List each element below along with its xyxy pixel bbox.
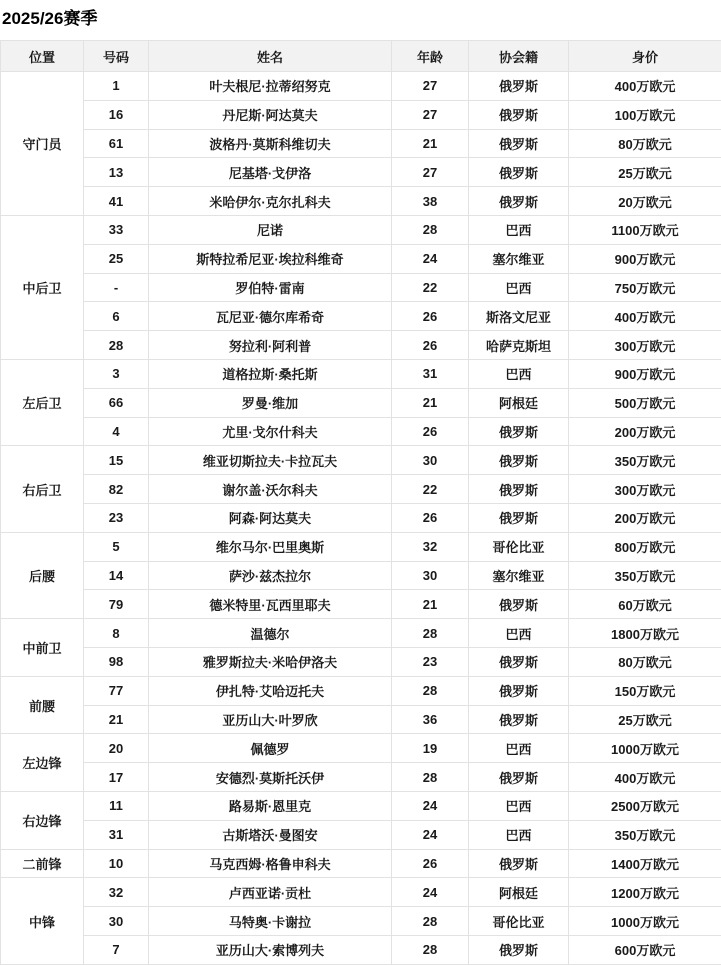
player-age-cell: 26 [392,849,469,878]
player-age-cell: 26 [392,331,469,360]
player-value-cell: 2500万欧元 [569,791,721,820]
player-row [1,388,721,417]
position-group-cell: 后腰 [1,532,84,618]
player-number-cell: 25 [84,244,149,273]
player-nationality-cell: 俄罗斯 [469,187,569,216]
column-header-name: 姓名 [149,41,392,72]
player-name-cell: 阿森·阿达莫夫 [149,503,392,532]
player-age-cell: 28 [392,676,469,705]
player-row [1,302,721,331]
player-row [1,935,721,964]
player-number-cell: 11 [84,791,149,820]
player-name-cell: 马克西姆·格鲁申科夫 [149,849,392,878]
player-row [1,820,721,849]
player-nationality-cell: 阿根廷 [469,878,569,907]
player-age-cell: 21 [392,388,469,417]
player-nationality-cell: 俄罗斯 [469,417,569,446]
player-number-cell: 20 [84,734,149,763]
player-age-cell: 26 [392,503,469,532]
player-number-cell: 28 [84,331,149,360]
player-row [1,791,721,820]
player-nationality-cell: 巴西 [469,734,569,763]
player-row [1,734,721,763]
player-value-cell: 1800万欧元 [569,619,721,648]
player-value-cell: 900万欧元 [569,244,721,273]
column-header-age: 年龄 [392,41,469,72]
player-row [1,705,721,734]
player-row [1,187,721,216]
player-value-cell: 200万欧元 [569,503,721,532]
player-value-cell: 800万欧元 [569,532,721,561]
player-name-cell: 伊扎特·艾哈迈托夫 [149,676,392,705]
player-value-cell: 25万欧元 [569,158,721,187]
player-name-cell: 尤里·戈尔什科夫 [149,417,392,446]
player-value-cell: 80万欧元 [569,647,721,676]
player-number-cell: 13 [84,158,149,187]
player-nationality-cell: 巴西 [469,215,569,244]
player-nationality-cell: 哥伦比亚 [469,907,569,936]
player-age-cell: 32 [392,532,469,561]
player-number-cell: 6 [84,302,149,331]
player-value-cell: 1200万欧元 [569,878,721,907]
position-group-cell: 左后卫 [1,359,84,445]
player-name-cell: 雅罗斯拉夫·米哈伊洛夫 [149,647,392,676]
player-value-cell: 60万欧元 [569,590,721,619]
position-group-cell: 守门员 [1,72,84,216]
column-header-number: 号码 [84,41,149,72]
player-name-cell: 安德烈·莫斯托沃伊 [149,763,392,792]
player-nationality-cell: 巴西 [469,273,569,302]
player-row [1,878,721,907]
player-number-cell: 7 [84,935,149,964]
position-group-cell: 中锋 [1,878,84,964]
player-value-cell: 80万欧元 [569,129,721,158]
player-number-cell: 17 [84,763,149,792]
player-number-cell: 16 [84,100,149,129]
player-name-cell: 尼基塔·戈伊洛 [149,158,392,187]
position-group-cell: 右边锋 [1,791,84,849]
player-age-cell: 23 [392,647,469,676]
player-row [1,417,721,446]
player-value-cell: 350万欧元 [569,446,721,475]
player-name-cell: 叶夫根尼·拉蒂绍努克 [149,72,392,101]
player-value-cell: 20万欧元 [569,187,721,216]
player-age-cell: 31 [392,359,469,388]
player-name-cell: 路易斯·恩里克 [149,791,392,820]
player-value-cell: 750万欧元 [569,273,721,302]
player-nationality-cell: 俄罗斯 [469,503,569,532]
player-nationality-cell: 俄罗斯 [469,475,569,504]
player-row [1,590,721,619]
player-age-cell: 26 [392,302,469,331]
player-name-cell: 亚历山大·叶罗欣 [149,705,392,734]
player-name-cell: 古斯塔沃·曼图安 [149,820,392,849]
player-number-cell: 5 [84,532,149,561]
player-number-cell: 14 [84,561,149,590]
position-group-cell: 右后卫 [1,446,84,532]
player-nationality-cell: 俄罗斯 [469,763,569,792]
player-number-cell: 66 [84,388,149,417]
player-value-cell: 1400万欧元 [569,849,721,878]
player-nationality-cell: 塞尔维亚 [469,244,569,273]
player-value-cell: 600万欧元 [569,935,721,964]
player-name-cell: 瓦尼亚·德尔库希奇 [149,302,392,331]
player-nationality-cell: 塞尔维亚 [469,561,569,590]
player-name-cell: 佩德罗 [149,734,392,763]
player-number-cell: 61 [84,129,149,158]
player-value-cell: 200万欧元 [569,417,721,446]
player-number-cell: 10 [84,849,149,878]
player-name-cell: 丹尼斯·阿达莫夫 [149,100,392,129]
player-row [1,331,721,360]
player-number-cell: 1 [84,72,149,101]
position-group-cell: 左边锋 [1,734,84,792]
player-nationality-cell: 巴西 [469,791,569,820]
player-name-cell: 波格丹·莫斯科维切夫 [149,129,392,158]
player-nationality-cell: 哈萨克斯坦 [469,331,569,360]
player-value-cell: 400万欧元 [569,72,721,101]
player-value-cell: 500万欧元 [569,388,721,417]
player-name-cell: 萨沙·兹杰拉尔 [149,561,392,590]
player-name-cell: 维尔马尔·巴里奥斯 [149,532,392,561]
player-number-cell: 8 [84,619,149,648]
player-value-cell: 150万欧元 [569,676,721,705]
player-row [1,244,721,273]
player-number-cell: 21 [84,705,149,734]
player-name-cell: 尼诺 [149,215,392,244]
player-nationality-cell: 俄罗斯 [469,647,569,676]
player-age-cell: 36 [392,705,469,734]
player-row [1,273,721,302]
player-value-cell: 400万欧元 [569,763,721,792]
player-row [1,763,721,792]
player-age-cell: 24 [392,878,469,907]
player-age-cell: 22 [392,273,469,302]
player-row [1,359,721,388]
player-value-cell: 350万欧元 [569,820,721,849]
player-name-cell: 斯特拉希尼亚·埃拉科维奇 [149,244,392,273]
player-nationality-cell: 阿根廷 [469,388,569,417]
player-row [1,647,721,676]
column-header-position: 位置 [1,41,84,72]
player-age-cell: 27 [392,72,469,101]
player-nationality-cell: 俄罗斯 [469,100,569,129]
player-nationality-cell: 俄罗斯 [469,676,569,705]
player-name-cell: 米哈伊尔·克尔扎科夫 [149,187,392,216]
player-number-cell: 32 [84,878,149,907]
player-name-cell: 罗伯特·雷南 [149,273,392,302]
player-number-cell: - [84,273,149,302]
position-group-cell: 二前锋 [1,849,84,878]
table-header-row [1,41,721,72]
player-name-cell: 谢尔盖·沃尔科夫 [149,475,392,504]
player-name-cell: 马特奥·卡谢拉 [149,907,392,936]
position-group-cell: 中后卫 [1,215,84,359]
player-age-cell: 24 [392,791,469,820]
page-title: 2025/26赛季 [0,0,721,40]
player-value-cell: 350万欧元 [569,561,721,590]
player-age-cell: 24 [392,820,469,849]
player-age-cell: 30 [392,446,469,475]
player-row [1,619,721,648]
player-row [1,100,721,129]
player-age-cell: 28 [392,619,469,648]
player-number-cell: 82 [84,475,149,504]
player-age-cell: 21 [392,590,469,619]
position-group-cell: 前腰 [1,676,84,734]
position-group-cell: 中前卫 [1,619,84,677]
player-nationality-cell: 俄罗斯 [469,705,569,734]
player-name-cell: 道格拉斯·桑托斯 [149,359,392,388]
player-number-cell: 4 [84,417,149,446]
player-age-cell: 26 [392,417,469,446]
player-nationality-cell: 俄罗斯 [469,158,569,187]
player-row [1,907,721,936]
player-value-cell: 300万欧元 [569,475,721,504]
player-number-cell: 23 [84,503,149,532]
squad-table-body [1,72,721,965]
player-name-cell: 亚历山大·索博列夫 [149,935,392,964]
player-row [1,129,721,158]
player-number-cell: 77 [84,676,149,705]
player-nationality-cell: 俄罗斯 [469,446,569,475]
player-name-cell: 卢西亚诺·贡杜 [149,878,392,907]
column-header-nationality: 协会籍 [469,41,569,72]
player-age-cell: 21 [392,129,469,158]
player-number-cell: 31 [84,820,149,849]
player-name-cell: 罗曼·维加 [149,388,392,417]
player-age-cell: 30 [392,561,469,590]
player-age-cell: 24 [392,244,469,273]
player-number-cell: 30 [84,907,149,936]
player-nationality-cell: 巴西 [469,619,569,648]
player-value-cell: 25万欧元 [569,705,721,734]
player-name-cell: 维亚切斯拉夫·卡拉瓦夫 [149,446,392,475]
player-nationality-cell: 巴西 [469,359,569,388]
player-age-cell: 27 [392,158,469,187]
player-row [1,446,721,475]
player-row [1,561,721,590]
player-age-cell: 19 [392,734,469,763]
player-age-cell: 22 [392,475,469,504]
player-row [1,72,721,101]
player-number-cell: 98 [84,647,149,676]
player-name-cell: 德米特里·瓦西里耶夫 [149,590,392,619]
player-nationality-cell: 俄罗斯 [469,590,569,619]
squad-table [0,40,721,965]
player-number-cell: 79 [84,590,149,619]
player-age-cell: 28 [392,763,469,792]
player-value-cell: 1000万欧元 [569,734,721,763]
player-row [1,532,721,561]
player-age-cell: 28 [392,215,469,244]
player-value-cell: 1000万欧元 [569,907,721,936]
player-age-cell: 28 [392,935,469,964]
player-number-cell: 41 [84,187,149,216]
player-name-cell: 努拉利·阿利普 [149,331,392,360]
player-row [1,849,721,878]
player-value-cell: 100万欧元 [569,100,721,129]
player-nationality-cell: 俄罗斯 [469,129,569,158]
player-value-cell: 900万欧元 [569,359,721,388]
player-number-cell: 3 [84,359,149,388]
player-name-cell: 温德尔 [149,619,392,648]
player-age-cell: 28 [392,907,469,936]
player-value-cell: 400万欧元 [569,302,721,331]
player-age-cell: 38 [392,187,469,216]
player-nationality-cell: 俄罗斯 [469,849,569,878]
player-age-cell: 27 [392,100,469,129]
player-number-cell: 15 [84,446,149,475]
player-nationality-cell: 斯洛文尼亚 [469,302,569,331]
player-value-cell: 300万欧元 [569,331,721,360]
player-row [1,215,721,244]
player-row [1,475,721,504]
player-nationality-cell: 俄罗斯 [469,72,569,101]
player-row [1,503,721,532]
player-nationality-cell: 巴西 [469,820,569,849]
player-value-cell: 1100万欧元 [569,215,721,244]
player-row [1,676,721,705]
player-nationality-cell: 哥伦比亚 [469,532,569,561]
column-header-value: 身价 [569,41,721,72]
player-number-cell: 33 [84,215,149,244]
player-row [1,158,721,187]
player-nationality-cell: 俄罗斯 [469,935,569,964]
